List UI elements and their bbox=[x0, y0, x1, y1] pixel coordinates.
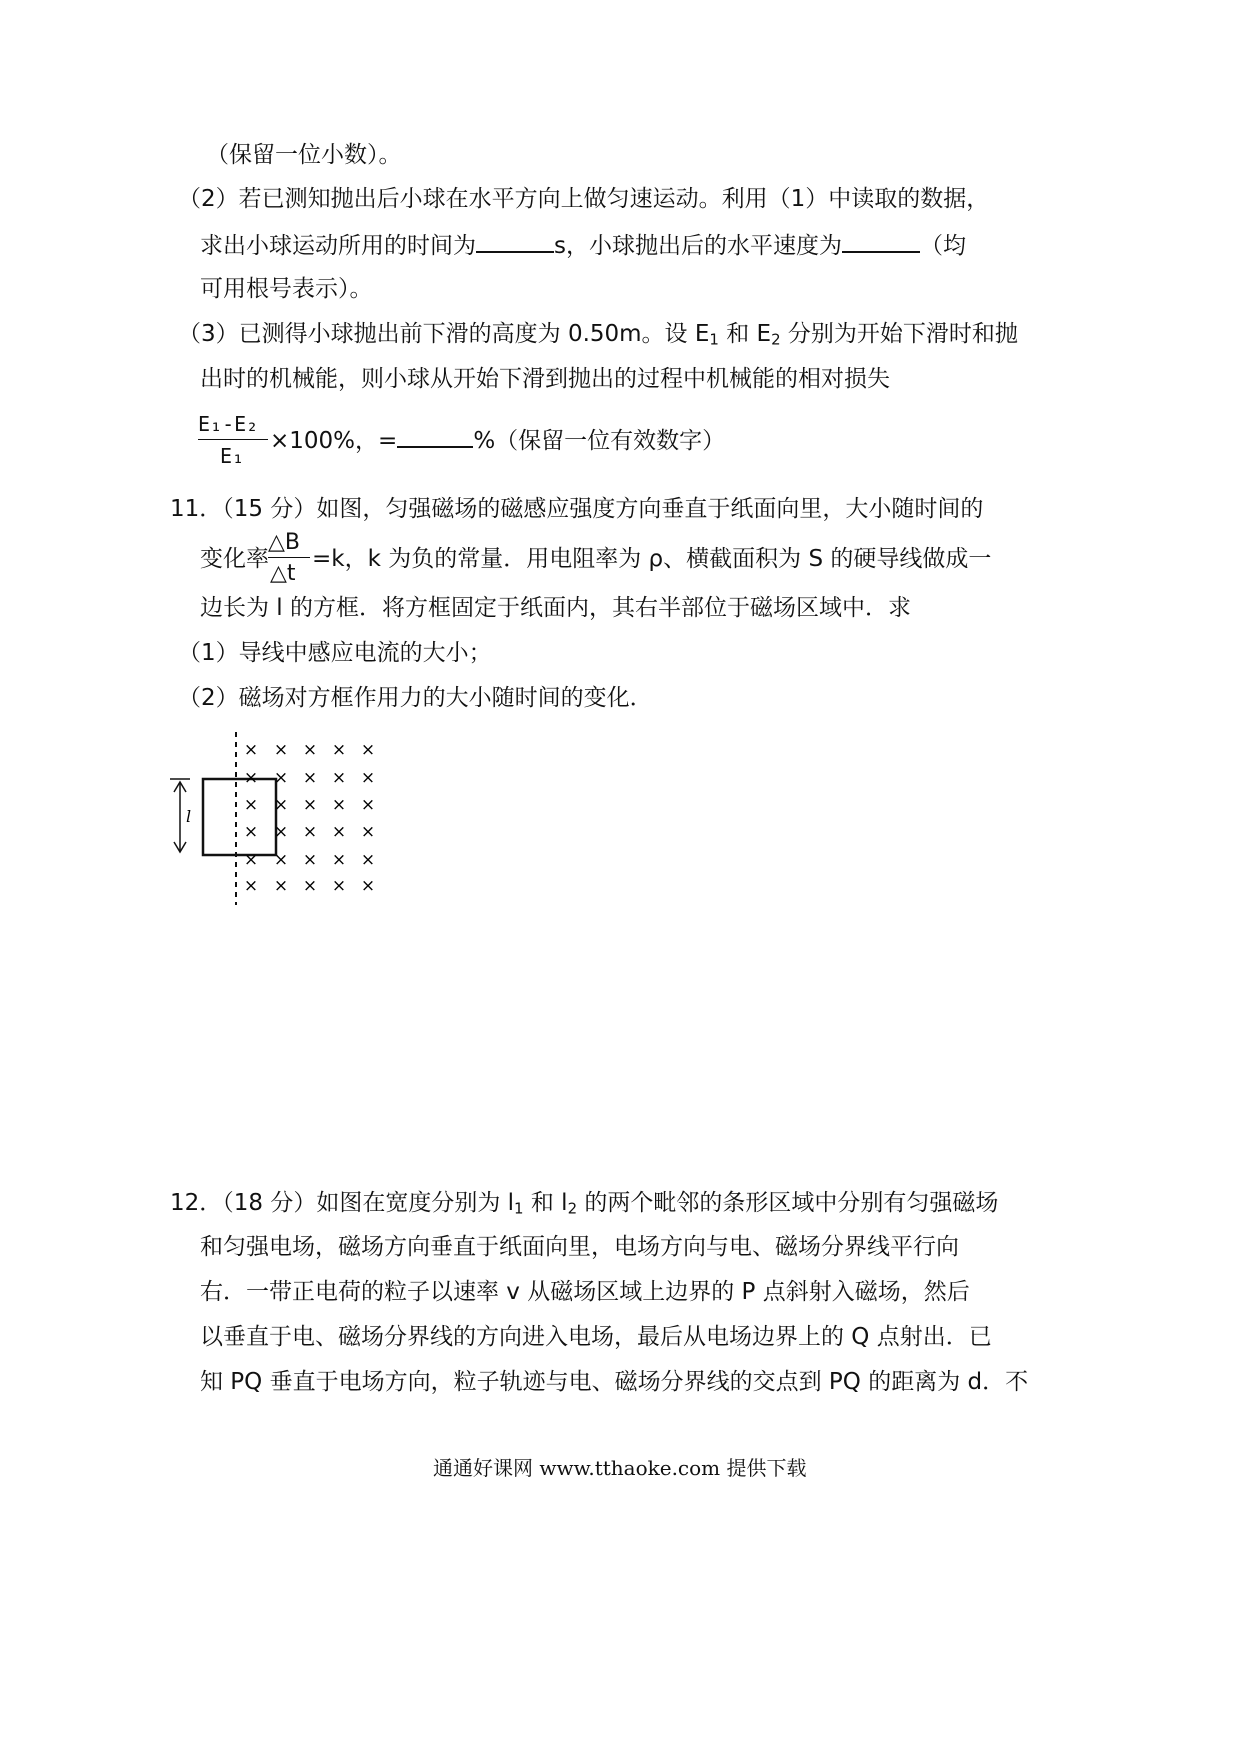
field-mark-r2-c2: × bbox=[302, 795, 318, 815]
field-mark-r2-c4: × bbox=[360, 795, 376, 815]
field-mark-r3-c3: × bbox=[331, 822, 347, 842]
field-mark-r2-c3: × bbox=[331, 795, 347, 815]
velocity-answer-blank[interactable] bbox=[842, 229, 920, 253]
field-mark-r2-c0: × bbox=[243, 795, 259, 815]
rate-fraction bbox=[268, 530, 310, 590]
field-mark-r3-c0: × bbox=[243, 822, 259, 842]
field-mark-r4-c0: × bbox=[243, 850, 259, 870]
q12-line1-text-a: 12．（18 分）如图在宽度分别为 l bbox=[170, 1190, 515, 1216]
q10-part2-text-c: （均 bbox=[919, 233, 966, 259]
q10-part2-text-a: 求出小球运动所用的时间为 bbox=[200, 233, 476, 259]
q10-part2-line2 bbox=[200, 229, 966, 261]
field-mark-r1-c2: × bbox=[302, 768, 318, 788]
field-mark-r3-c1: × bbox=[273, 822, 289, 842]
field-mark-r5-c4: × bbox=[360, 876, 376, 896]
field-mark-r0-c0: × bbox=[243, 740, 259, 760]
field-mark-r4-c1: × bbox=[273, 850, 289, 870]
q10-part2-line3: 可用根号表示）。 bbox=[200, 276, 373, 302]
energy-loss-fraction bbox=[198, 412, 270, 474]
field-mark-r0-c3: × bbox=[331, 740, 347, 760]
q10-part3-line3 bbox=[270, 424, 725, 456]
magnetic-field-figure bbox=[150, 720, 410, 910]
subscript-l2: 2 bbox=[567, 1199, 578, 1218]
q10-part2-line1: （2）若已测知抛出后小球在水平方向上做匀速运动。利用（1）中读取的数据， bbox=[178, 186, 990, 212]
subscript-2: 2 bbox=[771, 330, 781, 349]
q11-line2: =k，k 为负的常量．用电阻率为 ρ、横截面积为 S 的硬导线做成一 bbox=[312, 546, 992, 572]
footer-credit: 通通好课网 www.tthaoke.com 提供下载 bbox=[433, 1456, 807, 1480]
q12-line1-text-c: 的两个毗邻的条形区域中分别有匀强磁场 bbox=[577, 1190, 999, 1216]
field-mark-r2-c1: × bbox=[273, 795, 289, 815]
field-mark-r5-c2: × bbox=[302, 876, 318, 896]
field-mark-r0-c2: × bbox=[302, 740, 318, 760]
field-mark-r3-c2: × bbox=[302, 822, 318, 842]
q11-sub1: （1）导线中感应电流的大小； bbox=[178, 640, 492, 666]
fraction-numerator: E₁-E₂ bbox=[198, 412, 259, 436]
q11-line1: 11．（15 分）如图，匀强磁场的磁感应强度方向垂直于纸面向里，大小随时间的 bbox=[170, 496, 984, 522]
subscript-1: 1 bbox=[709, 330, 719, 349]
field-marks-group bbox=[244, 740, 375, 896]
loss-answer-blank[interactable] bbox=[397, 424, 473, 448]
q10-part3-line2: 出时的机械能，则小球从开始下滑到抛出的过程中机械能的相对损失 bbox=[200, 366, 890, 392]
field-mark-r0-c1: × bbox=[273, 740, 289, 760]
square-frame bbox=[203, 779, 276, 855]
q10-part3-text-c: 分别为开始下滑时和抛 bbox=[780, 321, 1018, 347]
q11-sub2: （2）磁场对方框作用力的大小随时间的变化． bbox=[178, 685, 653, 711]
field-mark-r4-c4: × bbox=[360, 850, 376, 870]
rate-denominator: △t bbox=[270, 561, 296, 586]
field-mark-r4-c3: × bbox=[331, 850, 347, 870]
field-mark-r1-c4: × bbox=[360, 768, 376, 788]
q10-part3-percent-text: ×100%，= bbox=[270, 428, 398, 454]
field-mark-r1-c0: × bbox=[243, 768, 259, 788]
q12-line3: 右．一带正电荷的粒子以速率 v 从磁场区域上边界的 P 点斜射入磁场，然后 bbox=[200, 1279, 970, 1305]
field-mark-r5-c1: × bbox=[273, 876, 289, 896]
field-mark-r5-c0: × bbox=[243, 876, 259, 896]
fraction-bar bbox=[198, 439, 268, 440]
q12-line1-text-b: 和 l bbox=[523, 1190, 568, 1216]
field-mark-r0-c4: × bbox=[360, 740, 376, 760]
q11-line2-prefix: 变化率 bbox=[200, 546, 269, 572]
field-mark-r4-c2: × bbox=[302, 850, 318, 870]
subscript-l1: 1 bbox=[514, 1199, 524, 1218]
q11-line3: 边长为 l 的方框．将方框固定于纸面内，其右半部位于磁场区域中．求 bbox=[200, 595, 912, 621]
q12-line4: 以垂直于电、磁场分界线的方向进入电场，最后从电场边界上的 Q 点射出．已 bbox=[200, 1324, 992, 1350]
fraction-denominator: E₁ bbox=[220, 444, 245, 468]
q10-part2-text-b: s，小球抛出后的水平速度为 bbox=[554, 233, 842, 259]
q12-line2: 和匀强电场，磁场方向垂直于纸面向里，电场方向与电、磁场分界线平行向 bbox=[200, 1234, 959, 1260]
q10-part3-text-a: （3）已测得小球抛出前下滑的高度为 0.50m。设 E bbox=[178, 321, 710, 347]
q10-part3-tail: %（保留一位有效数字） bbox=[473, 428, 726, 454]
field-mark-r1-c3: × bbox=[331, 768, 347, 788]
q10-part3-text-b: 和 E bbox=[718, 321, 772, 347]
side-length-label: l bbox=[186, 807, 192, 826]
q12-line5: 知 PQ 垂直于电场方向，粒子轨迹与电、磁场分界线的交点到 PQ 的距离为 d．不 bbox=[200, 1369, 1029, 1395]
rate-numerator: △B bbox=[268, 530, 301, 555]
q10-note-line: （保留一位小数）。 bbox=[206, 142, 402, 168]
q10-part3-line1 bbox=[178, 319, 1018, 355]
field-mark-r3-c4: × bbox=[360, 822, 376, 842]
q12-line1 bbox=[170, 1188, 998, 1224]
time-answer-blank[interactable] bbox=[476, 229, 554, 253]
field-mark-r1-c1: × bbox=[273, 768, 289, 788]
field-mark-r5-c3: × bbox=[331, 876, 347, 896]
rate-fraction-bar bbox=[268, 557, 310, 558]
